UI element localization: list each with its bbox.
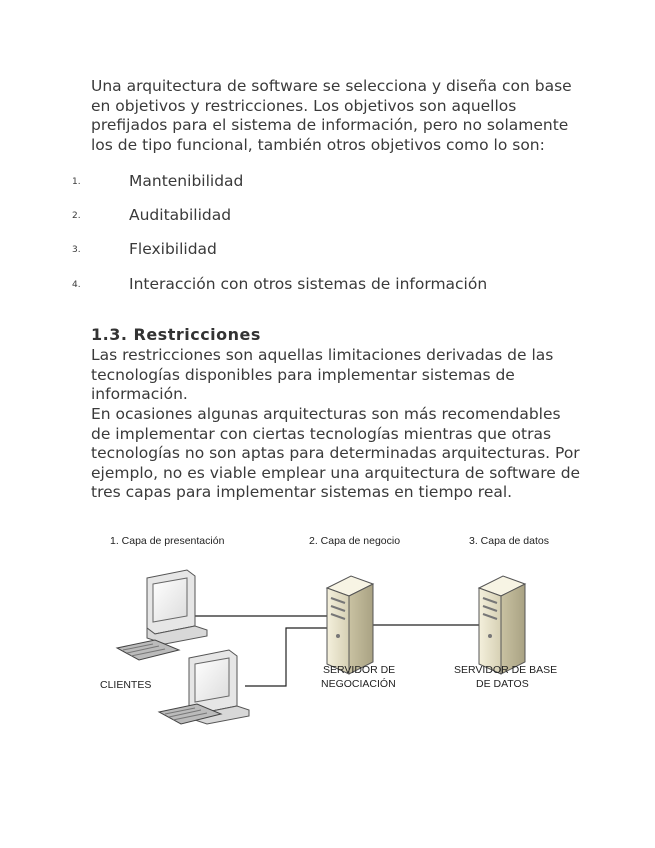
layer-1-label: 1. Capa de presentación [110,535,225,547]
layer-2-label: 2. Capa de negocio [309,535,401,547]
server-1-label-line-1: SERVIDOR DE [323,664,396,676]
list-label: Mantenibilidad [129,172,244,190]
list-item [0,205,655,225]
architecture-diagram [95,530,575,740]
list-number: 2. [72,211,81,221]
server-2-label-line-1: SERVIDOR DE BASE [454,664,558,676]
client-computer-icon [159,650,249,724]
list-item [0,274,655,294]
list-item [0,171,655,191]
database-server-icon [479,576,525,674]
restrictions-paragraph-1: Las restricciones son aquellas limitaciones derivadas de las tecnologías disponibles para implementar sistemas de información. [91,346,554,403]
list-label: Flexibilidad [129,240,217,258]
list-label: Interacción con otros sistemas de información [129,275,488,293]
section-heading: 1.3. Restricciones [91,325,261,344]
server-2-label-line-2: DE DATOS [476,678,529,690]
list-number: 3. [72,245,81,255]
client-computer-icon [117,570,207,660]
business-server-icon [327,576,373,674]
intro-paragraph: Una arquitectura de software se selecciona y diseña con base en objetivos y restricciones. Los objetivos son aquellos prefijados para el sistema de información, pero no solamente los de tipo funcional, también otros objetivos como lo son: [91,77,572,154]
list-item [0,239,655,259]
clients-label: CLIENTES [100,679,152,691]
list-number: 1. [72,177,81,187]
restrictions-paragraph-2: En ocasiones algunas arquitecturas son más recomendables de implementar con ciertas tecnologías mientras que otras tecnologías no son aptas para determinadas arquitecturas. Por ejemplo, no es viable emplear una arquitectura de software de tres capas para implementar sistemas en tiempo real. [91,405,581,501]
layer-3-label: 3. Capa de datos [469,535,549,547]
list-label: Auditabilidad [129,206,232,224]
server-1-label-line-2: NEGOCIACIÓN [321,678,396,690]
list-number: 4. [72,280,81,290]
